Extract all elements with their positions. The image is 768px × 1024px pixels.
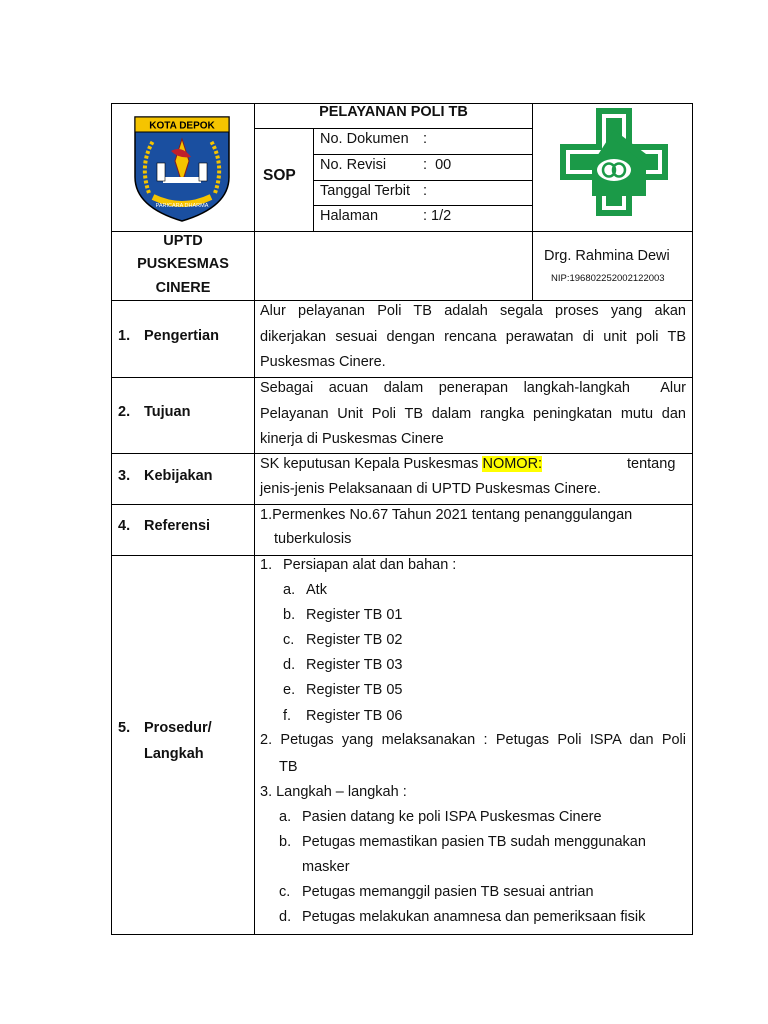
section-1-title: Pengertian xyxy=(144,328,219,344)
header-divider-right xyxy=(532,103,533,300)
meta-no-revisi-label: No. Revisi xyxy=(320,157,387,173)
logo-bottom-text: PARICARA DHARMA xyxy=(155,203,209,209)
procedure-b-text: Petugas memastikan pasien TB sudah menggunakan xyxy=(302,834,646,850)
section-4-number: 4. xyxy=(118,518,131,534)
section-4-line-2: tuberkulosis xyxy=(274,531,352,547)
section-3-line-2: jenis-jenis Pelaksanaan di UPTD Puskesmas Cinere. xyxy=(260,481,601,497)
procedure-d-text: Petugas melakukan anamnesa dan pemeriksaan fisik xyxy=(302,909,646,925)
step-2-body xyxy=(260,728,686,754)
material-f-marker: f. xyxy=(283,708,292,724)
section-5-title-1: Prosedur/ xyxy=(144,720,212,736)
meta-no-dokumen-label: No. Dokumen xyxy=(320,131,409,147)
section-2-title: Tujuan xyxy=(144,404,191,420)
section-3-line-1-prefix xyxy=(260,455,542,473)
material-f-text: Register TB 06 xyxy=(306,708,403,724)
material-d-marker: d. xyxy=(283,657,296,673)
org-line-3: CINERE xyxy=(155,280,211,296)
column-divider xyxy=(254,103,255,935)
org-line-2: PUSKESMAS xyxy=(137,256,229,272)
meta-halaman-value: : 1/2 xyxy=(423,208,452,224)
meta-line-2 xyxy=(313,180,533,181)
step-3-text: 3. Langkah – langkah : xyxy=(260,784,407,800)
procedure-c-text: Petugas memanggil pasien TB sesuai antrian xyxy=(302,884,594,900)
material-e-text: Register TB 05 xyxy=(306,682,403,698)
material-a-text: Atk xyxy=(306,582,327,598)
material-c-marker: c. xyxy=(283,632,295,648)
procedure-d-marker: d. xyxy=(279,909,292,925)
procedure-b-continuation: masker xyxy=(302,859,350,875)
meta-no-dokumen-value: : xyxy=(423,131,428,147)
section-2-line-1: Sebagai acuan dalam penerapan langkah-langkah Alur xyxy=(260,380,686,396)
step-2-line-2: TB xyxy=(279,759,298,775)
meta-halaman-label: Halaman xyxy=(320,208,379,224)
section-3-nomor-highlight: NOMOR: xyxy=(482,456,543,472)
table-border-bottom xyxy=(111,934,693,935)
step-2-line-1: 2. Petugas yang melaksanakan : Petugas Poli ISPA dan Poli xyxy=(260,732,686,748)
section-3-number: 3. xyxy=(118,468,131,484)
section-4-line-1: 1.Permenkes No.67 Tahun 2021 tentang penanggulangan xyxy=(260,507,633,523)
section-3-line-1-suffix: tentang xyxy=(627,456,676,472)
section-1-line-2: dikerjakan sesuai dengan rencana perawatan di unit poli TB xyxy=(260,328,686,345)
step-1-text: Persiapan alat dan bahan : xyxy=(283,557,457,573)
material-d-text: Register TB 03 xyxy=(306,657,403,673)
section-2-number: 2. xyxy=(118,404,131,420)
section-5-number: 5. xyxy=(118,720,131,736)
org-line-1: UPTD xyxy=(163,233,203,249)
puskesmas-logo xyxy=(556,104,672,220)
meta-tanggal-terbit-value: : xyxy=(423,183,428,199)
material-b-marker: b. xyxy=(283,607,296,623)
material-b-text: Register TB 01 xyxy=(306,607,403,623)
meta-line-1 xyxy=(313,154,533,155)
row-line-3 xyxy=(111,453,693,454)
material-a-marker: a. xyxy=(283,582,296,598)
section-1-line-1: Alur pelayanan Poli TB adalah segala proses yang akan xyxy=(260,303,686,319)
section-4-title: Referensi xyxy=(144,518,211,534)
document-title: PELAYANAN POLI TB xyxy=(319,104,468,120)
step-1-number: 1. xyxy=(260,557,273,573)
section-2-line-3: kinerja di Puskesmas Cinere xyxy=(260,431,444,447)
material-c-text: Register TB 02 xyxy=(306,632,403,648)
section-5-title-2: Langkah xyxy=(144,746,204,762)
procedure-c-marker: c. xyxy=(279,884,291,900)
section-2-line-2: Pelayanan Unit Poli TB dalam rangka peningkatan mutu dan xyxy=(260,405,686,422)
meta-tanggal-terbit-label: Tanggal Terbit xyxy=(320,183,411,199)
section-1-body xyxy=(260,299,686,376)
section-3-title: Kebijakan xyxy=(144,468,213,484)
logo-top-text: KOTA DEPOK xyxy=(149,120,215,132)
section-1-number: 1. xyxy=(118,328,131,344)
kota-depok-logo xyxy=(133,115,231,223)
signer-nip: NIP:196802252002122003 xyxy=(551,273,665,284)
procedure-b-marker: b. xyxy=(279,834,292,850)
procedure-a-marker: a. xyxy=(279,809,292,825)
sop-label: SOP xyxy=(263,167,296,184)
section-3-prefix-text: SK keputusan Kepala Puskesmas xyxy=(260,456,483,472)
table-border-left xyxy=(111,103,112,935)
section-1-line-3: Puskesmas Cinere. xyxy=(260,354,386,370)
title-underline xyxy=(254,128,533,129)
table-border-right xyxy=(692,103,693,935)
material-e-marker: e. xyxy=(283,682,296,698)
meta-line-3 xyxy=(313,205,533,206)
signer-name: Drg. Rahmina Dewi xyxy=(544,248,670,264)
meta-no-revisi-value: : 00 xyxy=(423,157,452,173)
section-2-body xyxy=(260,376,686,453)
procedure-a-text: Pasien datang ke poli ISPA Puskesmas Cinere xyxy=(302,809,602,825)
row-line-4 xyxy=(111,504,693,505)
